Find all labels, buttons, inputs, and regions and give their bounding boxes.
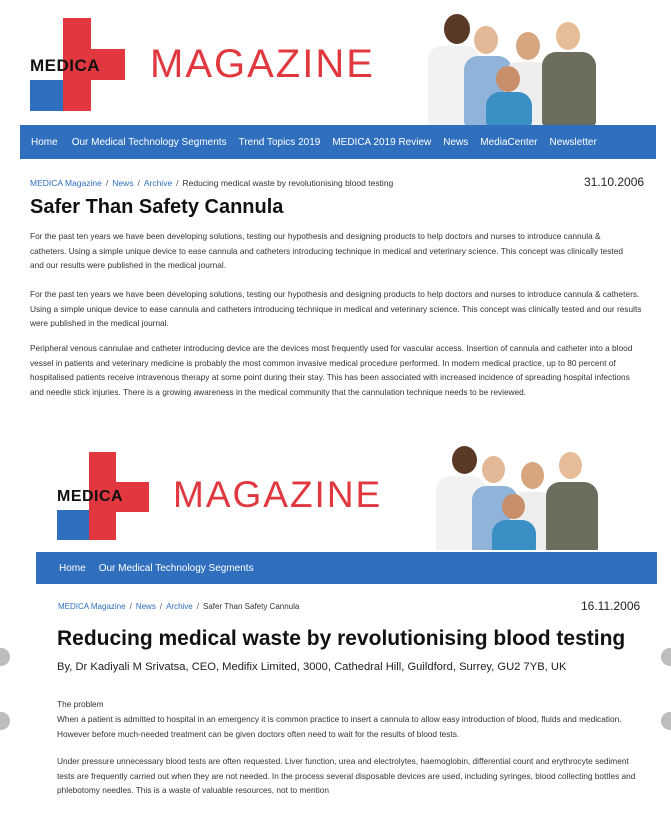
article-paragraph: Peripheral venous cannulae and catheter introducing device are the devices most frequently used for vascular access. Insertion of cannula and catheter into a blood vessel in patients and veterinary medicine is probably the most common invasive medical procedure performed. In modern medical practice, up to 80 percent of hospitalised patients receive intravenous therapy at some point during their stay. This has been associated with increased incidence of spreading hospital infections and needle stick injuries. There is a growing awareness in the medical community that the cannulation technique needs to be reviewed. xyxy=(30,343,633,397)
top-nav-bar xyxy=(20,125,656,159)
nav-news[interactable]: News xyxy=(443,136,469,148)
breadcrumb-home-link[interactable]: MEDICA Magazine xyxy=(58,602,126,611)
article-title: Reducing medical waste by revolutionising blood testing xyxy=(57,627,626,650)
next-page-arrow-icon[interactable] xyxy=(661,648,671,666)
article-title: Safer Than Safety Cannula xyxy=(30,196,284,218)
nav-home[interactable]: Home xyxy=(31,136,58,148)
breadcrumb-archive-link[interactable]: Archive xyxy=(166,602,193,611)
section-heading: The problem xyxy=(57,699,104,709)
article-paragraph: For the past ten years we have been developing solutions, testing our hypothesis and designing products to help doctors and nurses to introduce cannula & catheters. Using a simple unique device to ease cannula and catheters introducing technique in medical and veterinary science. This concept was clinically tested and our results were published in the medical journal. xyxy=(30,231,623,270)
nav-home[interactable]: Home xyxy=(59,562,86,574)
nav-trend-topics[interactable]: Trend Topics 2019 xyxy=(238,136,321,148)
nav-mediacenter[interactable]: MediaCenter xyxy=(480,136,538,148)
breadcrumb-current: Safer Than Safety Cannula xyxy=(203,602,300,611)
breadcrumb-current: Reducing medical waste by revolutionising blood testing xyxy=(182,178,394,188)
article-paragraph: When a patient is admitted to hospital in an emergency it is common practice to insert a cannula to allow easy introduction of blood, fluids and medication. However before much-needed treatment can be given doctors often need to wait for the results of blood tests. xyxy=(57,714,622,739)
nav-newsletter[interactable]: Newsletter xyxy=(549,136,597,148)
medical-team-photo xyxy=(422,440,602,550)
breadcrumb-separator: / xyxy=(196,602,199,611)
nav-medica-review[interactable]: MEDICA 2019 Review xyxy=(332,136,432,148)
breadcrumb-separator: / xyxy=(129,602,132,611)
breadcrumb-news-link[interactable]: News xyxy=(112,178,134,188)
next-page-arrow-icon[interactable] xyxy=(661,712,671,730)
breadcrumb-separator: / xyxy=(176,178,179,188)
medica-magazine-logo[interactable] xyxy=(57,452,387,542)
breadcrumb-archive-link[interactable]: Archive xyxy=(143,178,173,188)
nav-medical-technology-segments[interactable]: Our Medical Technology Segments xyxy=(71,136,227,148)
nav-medical-technology-segments[interactable]: Our Medical Technology Segments xyxy=(98,562,254,574)
article-byline: By, Dr Kadiyali M Srivatsa, CEO, Medifix Limited, 3000, Cathedral Hill, Guildford, Surrey, GU2 7YB, UK xyxy=(57,661,567,673)
breadcrumb-separator: / xyxy=(159,602,163,611)
previous-page-arrow-icon[interactable] xyxy=(0,648,10,666)
article-date: 31.10.2006 xyxy=(584,175,645,189)
breadcrumb-news-link[interactable]: News xyxy=(135,602,156,611)
logo-blue-square xyxy=(30,80,63,111)
article-date: 16.11.2006 xyxy=(581,599,641,613)
logo-medica-text: MEDICA xyxy=(57,488,124,505)
article-paragraph: Under pressure unnecessary blood tests are often requested. Liver function, urea and electrolytes, haemoglobin, differential count and erythrocyte sediment tests are frequently carried out when they are not needed. In the process several disposable devices are used, including syringes, blood collecting bottles and phlebotomy needles. This is a waste of valuable resources, not to mention xyxy=(57,756,636,795)
medica-magazine-logo[interactable] xyxy=(30,18,375,113)
breadcrumb-separator: / xyxy=(105,178,109,188)
breadcrumb xyxy=(58,602,299,611)
logo-medica-text: MEDICA xyxy=(30,56,101,75)
breadcrumb-home-link[interactable]: MEDICA Magazine xyxy=(30,178,102,188)
previous-page-arrow-icon[interactable] xyxy=(0,712,10,730)
breadcrumb xyxy=(30,178,393,188)
article-paragraph: For the past ten years we have been developing solutions, testing our hypothesis and designing products to help doctors and nurses to introduce cannula & catheters. Using a simple unique device to ease cannula and catheters introducing technique in medical and veterinary science. This concept was clinically tested and our results were published in the medical journal. xyxy=(30,289,642,328)
logo-magazine-text: MAGAZINE xyxy=(173,474,383,515)
bottom-nav-bar xyxy=(36,552,657,584)
logo-magazine-text: MAGAZINE xyxy=(150,42,375,86)
medical-team-photo xyxy=(412,8,602,125)
breadcrumb-separator: / xyxy=(137,178,140,188)
logo-blue-square xyxy=(57,510,89,540)
